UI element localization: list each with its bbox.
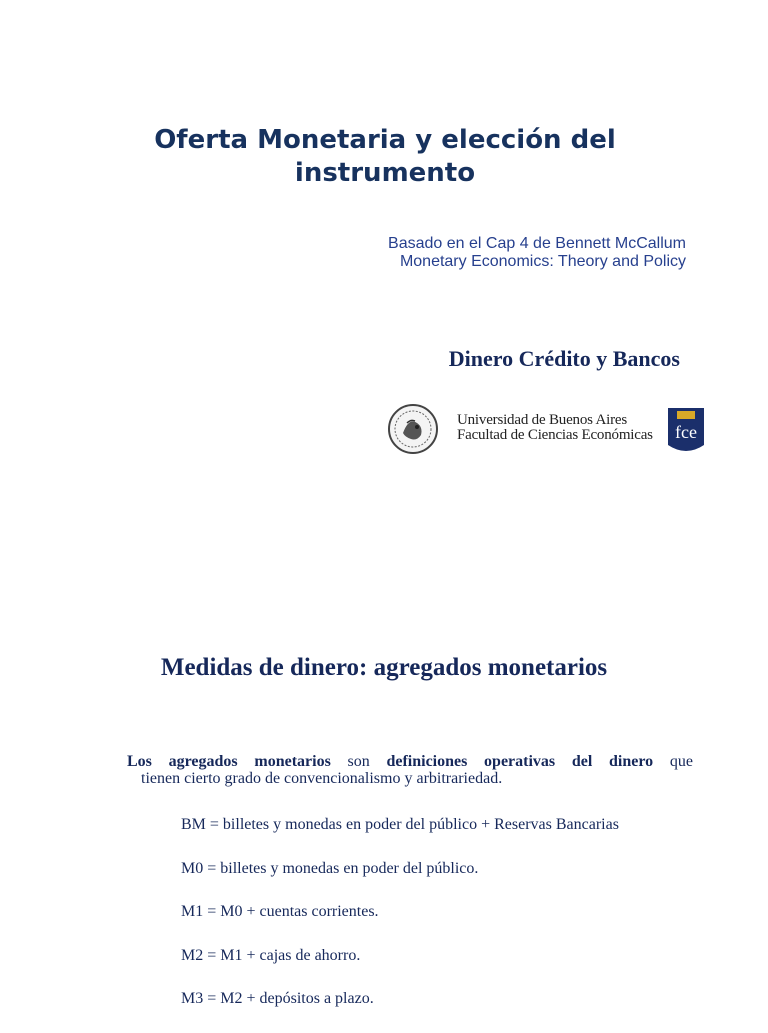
intro-paragraph <box>127 753 693 787</box>
fce-logo-text: fce <box>675 422 697 442</box>
aggregate-definition: M1 = M0 + cuentas corrientes. <box>181 903 379 920</box>
university-line: Universidad de Buenos Aires <box>457 412 627 428</box>
aggregates-list <box>181 815 619 1033</box>
subtitle-line: Basado en el Cap 4 de Bennett McCallum <box>388 235 686 252</box>
intro-term: definiciones operativas del dinero <box>386 753 654 770</box>
intro-line <box>127 753 693 770</box>
fce-logo-icon <box>667 407 705 455</box>
aggregate-definition: M0 = billetes y monedas en poder del público. <box>181 859 479 877</box>
intro-term: Los agregados monetarios <box>127 753 331 770</box>
slide-title: Oferta Monetaria y elección del instrumento <box>154 125 616 188</box>
aggregate-definition: M2 = M1 + cajas de ahorro. <box>181 946 361 964</box>
faculty-line: Facultad de Ciencias Económicas <box>457 427 653 443</box>
subtitle <box>326 235 686 271</box>
university-name <box>457 413 653 443</box>
aggregate-definition: BM = billetes y monedas en poder del público + Reservas Bancarias <box>181 816 619 833</box>
intro-text: que <box>653 753 693 770</box>
aggregate-definition: M3 = M2 + depósitos a plazo. <box>181 990 374 1007</box>
university-logos <box>387 403 707 457</box>
intro-line: tienen cierto grado de convencionalismo y arbitrariedad. <box>141 770 503 787</box>
intro-text: son <box>330 753 387 770</box>
section-title: Medidas de dinero: agregados monetarios <box>160 654 608 681</box>
course-name: Dinero Crédito y Bancos <box>448 346 680 371</box>
subtitle-line: Monetary Economics: Theory and Policy <box>399 253 686 270</box>
uba-seal-icon <box>387 403 439 455</box>
